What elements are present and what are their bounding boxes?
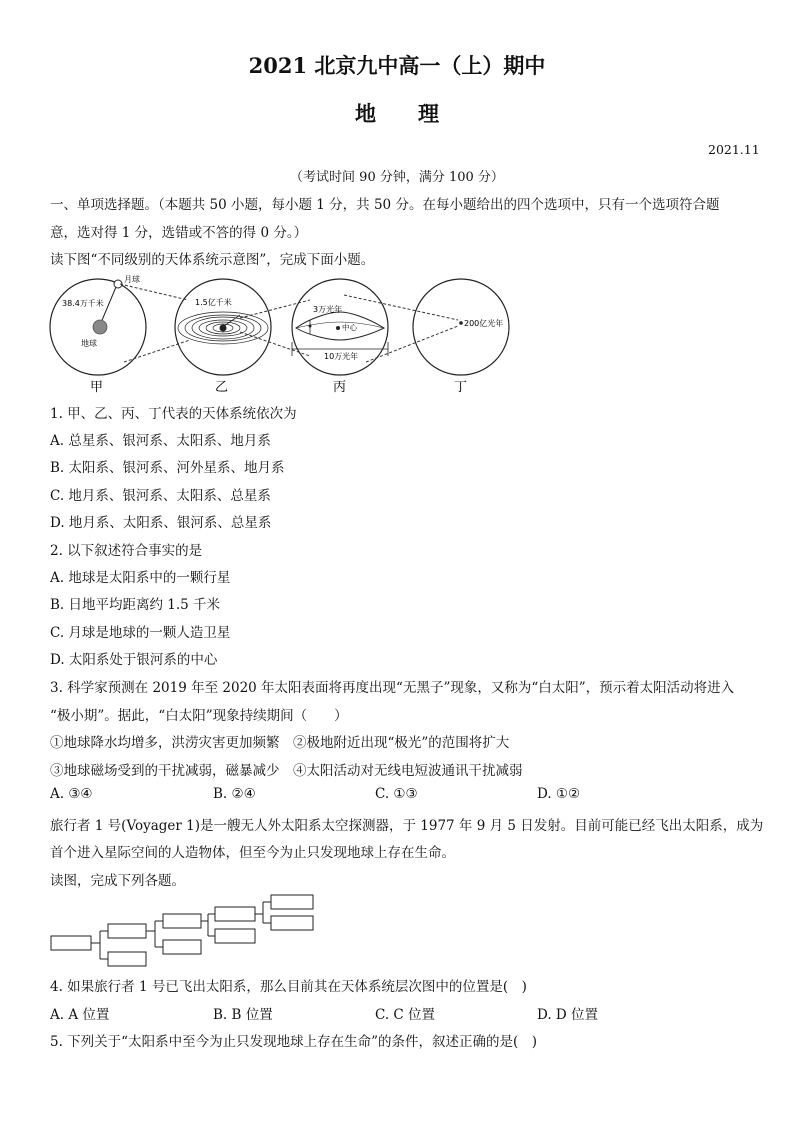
- caption-ding: 丁: [454, 380, 468, 395]
- box-c: [215, 907, 255, 921]
- label-galaxy-center: 中心: [342, 323, 357, 332]
- earth-dot: [93, 320, 107, 334]
- q4-option-c: C. C 位置: [375, 1007, 436, 1023]
- caption-bing: 丙: [333, 380, 347, 395]
- label-galaxy-diameter: 10万光年: [324, 352, 359, 361]
- sun-dot: [220, 325, 227, 332]
- passage-line1: 旅行者 1 号(Voyager 1)是一艘无人外太阳系太空探测器，于 1977 年 9 月 5 日发射。目前可能已经飞出太阳系，成为: [50, 818, 764, 834]
- label-dist-sun: 1.5亿千米: [195, 298, 232, 307]
- q2-option-d: D. 太阳系处于银河系的中心: [50, 652, 218, 668]
- q2-option-c: C. 月球是地球的一颗人造卫星: [50, 625, 231, 641]
- q1-option-c: C. 地月系、银河系、太阳系、总星系: [50, 488, 271, 504]
- exam-title: 2021 北京九中高一（上）期中: [248, 53, 546, 78]
- section-heading-line1: 一、单项选择题。（本题共 50 小题，每小题 1 分，共 50 分。在每小题给出的四个选项中，只有一个选项符合题: [50, 197, 720, 213]
- box-d: [271, 895, 313, 909]
- q4-option-a: A. A 位置: [50, 1007, 110, 1023]
- q1-option-b: B. 太阳系、银河系、河外星系、地月系: [50, 460, 285, 476]
- box-c-sibling: [215, 929, 255, 943]
- q3-option-b: B. ②④: [213, 786, 256, 802]
- celestial-systems-figure: [48, 270, 548, 398]
- label-moon: 月球: [124, 275, 140, 284]
- label-galaxy-thickness: 3万光年: [313, 305, 343, 314]
- q3-option-a: A. ③④: [50, 786, 93, 802]
- section-heading-line2: 意，选对得 1 分，选错或不答的得 0 分。）: [50, 225, 308, 241]
- q3-stem-line2: “极小期”。据此，“白太阳”现象持续期间（ ）: [50, 708, 348, 724]
- caption-yi: 乙: [215, 380, 229, 395]
- passage-line3: 读图，完成下列各题。: [50, 873, 185, 889]
- passage-line2: 首个进入星际空间的人造物体，但至今为止只发现地球上存在生命。: [50, 845, 455, 861]
- figure1-prompt: 读下图“不同级别的天体系统示意图”，完成下面小题。: [50, 252, 375, 268]
- q2-stem: 2. 以下叙述符合事实的是: [50, 543, 203, 559]
- q2-option-b: B. 日地平均距离约 1.5 千米: [50, 597, 221, 613]
- q4-stem: 4. 如果旅行者 1 号已飞出太阳系，那么目前其在天体系统层次图中的位置是( ): [50, 979, 527, 995]
- box-d-sibling: [271, 916, 313, 930]
- q1-option-d: D. 地月系、太阳系、银河系、总星系: [50, 515, 272, 531]
- box-b: [163, 914, 201, 928]
- label-earth: 地球: [81, 339, 97, 348]
- box-a: [108, 924, 146, 938]
- q3-option-c: C. ①③: [375, 786, 418, 802]
- label-dist-earth-moon: 38.4万千米: [62, 299, 104, 308]
- q3-statements-line2: ③地球磁场受到的干扰减弱，磁暴减少 ④太阳活动对无线电短波通讯干扰减弱: [50, 763, 523, 779]
- q5-stem: 5. 下列关于“太阳系中至今为止只发现地球上存在生命”的条件，叙述正确的是( ): [50, 1034, 538, 1050]
- q3-statements-line1: ①地球降水均增多，洪涝灾害更加频繁 ②极地附近出现“极光”的范围将扩大: [50, 735, 510, 751]
- q1-option-a: A. 总星系、银河系、太阳系、地月系: [50, 433, 271, 449]
- caption-jia: 甲: [90, 380, 104, 395]
- label-universe-size: 200亿光年: [464, 319, 504, 328]
- exam-info: （考试时间 90 分钟，满分 100 分）: [290, 170, 504, 185]
- q1-stem: 1. 甲、乙、丙、丁代表的天体系统依次为: [50, 406, 297, 422]
- subject-title: 地 理: [355, 101, 439, 126]
- hierarchy-figure: [48, 892, 318, 972]
- box-root: [51, 936, 91, 950]
- q4-option-d: D. D 位置: [537, 1007, 599, 1023]
- box-b-sibling: [163, 940, 201, 954]
- q3-stem-line1: 3. 科学家预测在 2019 年至 2020 年太阳表面将再度出现“无黑子”现象，又称为“白太阳”，预示着太阳活动将进入: [50, 680, 735, 696]
- box-a-sibling: [108, 952, 146, 966]
- q4-option-b: B. B 位置: [213, 1007, 273, 1023]
- q2-option-a: A. 地球是太阳系中的一颗行星: [50, 570, 231, 586]
- exam-date: 2021.11: [708, 142, 760, 157]
- q3-option-d: D. ①②: [537, 786, 581, 802]
